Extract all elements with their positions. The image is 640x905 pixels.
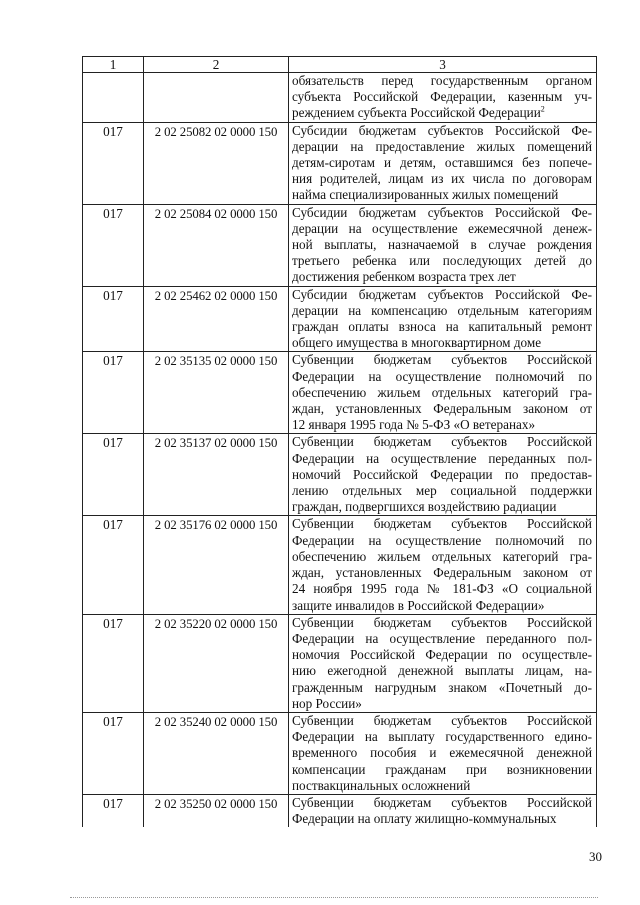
budget-code-cell: 2 02 35176 02 0000 150 [144,516,289,614]
description-line: гражденным нагрудным знаком «Почетный до- [292,679,592,695]
description-line: дерации на осуществление ежемесячной денеж- [292,220,592,236]
admin-code-cell: 017 [83,204,144,286]
budget-code-cell: 2 02 35250 02 0000 150 [144,794,289,827]
budget-code-cell: 2 02 35240 02 0000 150 [144,712,289,794]
continuation-col-2 [144,73,289,123]
description-line: Субсидии бюджетам субъектов Российской Фе- [292,204,592,220]
continuation-description [289,73,597,123]
description-line: компенсации гражданам при возникновении [292,761,592,777]
description-line: номочий Российской Федерации по предостав- [292,466,592,482]
budget-code-cell: 2 02 35137 02 0000 150 [144,434,289,516]
budget-code-cell: 2 02 35220 02 0000 150 [144,614,289,712]
admin-code-cell: 017 [83,122,144,204]
description-line: Федерации на выплату государственного едино- [292,729,592,745]
description-cell [289,516,597,614]
description-line: субъекта Российской Федерации, казенным уч- [292,89,592,105]
table-row [83,516,597,614]
description-line: Субсидии бюджетам субъектов Российской Фе- [292,122,592,138]
page-number: 30 [589,849,602,864]
admin-code-cell: 017 [83,516,144,614]
header-row [83,57,597,73]
continuation-row [83,73,597,123]
description-line: 12 января 1995 года № 5-ФЗ «О ветеранах» [292,417,536,433]
description-line: дерации на предоставление жилых помещений [292,138,592,154]
table-row [83,286,597,352]
description-cell [289,122,597,204]
budget-code-cell: 2 02 25082 02 0000 150 [144,122,289,204]
description-line: обеспечению жильем отдельных категорий гра- [292,384,592,400]
table-row [83,614,597,712]
footer-divider [70,897,598,898]
description-line: ной выплаты, назначаемой в случае рождения [292,237,592,253]
description-line: защите инвалидов в Российской Федерации» [292,597,545,613]
description-line: общего имущества в многоквартирном доме [292,335,542,351]
table-row [83,122,597,204]
description-line: ния родителей, лицам из их числа по договорам [292,171,592,187]
description-line: 24 ноября 1995 года № 181-ФЗ «О социальной [292,581,592,597]
continuation-col-1 [83,73,144,123]
admin-code-cell: 017 [83,286,144,352]
table-row [83,794,597,827]
admin-code-cell: 017 [83,434,144,516]
footnote-marker: 2 [540,105,545,115]
description-line: временного пособия и ежемесячной денежной [292,745,592,761]
description-line: граждан, подвергшихся воздействию радиации [292,499,557,515]
description-cell [289,204,597,286]
description-line: обязательств перед государственным органом [292,73,592,88]
description-line: граждан оплаты взноса на капитальный ремонт [292,319,592,335]
description-line-text: реждением субъекта Российской Федерации [292,105,541,121]
description-line: Субвенции бюджетам субъектов Российской [292,614,592,630]
table-row [83,352,597,434]
description-line: лению отдельных мер социальной поддержки [292,483,592,499]
description-line: детям-сиротам и детям, оставшимся без попече- [292,155,592,171]
description-cell [289,794,597,827]
description-line: Федерации на оплату жилищно-коммунальных [292,811,557,827]
admin-code-cell: 017 [83,352,144,434]
admin-code-cell: 017 [83,614,144,712]
description-line: Субвенции бюджетам субъектов Российской [292,352,592,368]
budget-classification-table [82,56,597,827]
description-line: Субвенции бюджетам субъектов Российской [292,434,592,450]
description-line: дерации на компенсацию отдельным категориям [292,302,592,318]
description-cell [289,614,597,712]
admin-code-cell: 017 [83,794,144,827]
table-row [83,712,597,794]
description-line: ждан, установленных Федеральным законом от [292,565,592,581]
description-line: ждан, установленных Федеральным законом от [292,401,592,417]
description-line [292,105,592,121]
description-line: нию ежегодной денежной выплаты лицам, на- [292,663,592,679]
description-line: Федерации на осуществление переданных пол- [292,450,592,466]
table-row [83,204,597,286]
description-line: третьего ребенка или последующих детей до [292,253,592,269]
header-col-3: 3 [289,57,597,73]
description-line: найма специализированных жилых помещений [292,187,559,203]
admin-code-cell: 017 [83,712,144,794]
description-line: Федерации на осуществление переданного пол- [292,630,592,646]
description-line: Федерации на осуществление полномочий по [292,368,592,384]
description-line: Субвенции бюджетам субъектов Российской [292,794,592,810]
description-line: Субвенции бюджетам субъектов Российской [292,712,592,728]
description-line: Федерации на осуществление полномочий по [292,532,592,548]
description-cell [289,434,597,516]
header-col-1: 1 [83,57,144,73]
description-line: нор России» [292,695,362,711]
budget-code-cell: 2 02 25084 02 0000 150 [144,204,289,286]
header-col-2: 2 [144,57,289,73]
description-line: номочия Российской Федерации по осуществле- [292,647,592,663]
description-line: Субсидии бюджетам субъектов Российской Фе- [292,286,592,302]
description-line: обеспечению жильем отдельных категорий гра- [292,548,592,564]
description-cell [289,712,597,794]
description-cell [289,352,597,434]
description-cell [289,286,597,352]
budget-code-cell: 2 02 35135 02 0000 150 [144,352,289,434]
budget-code-cell: 2 02 25462 02 0000 150 [144,286,289,352]
table-row [83,434,597,516]
description-line: Субвенции бюджетам субъектов Российской [292,516,592,532]
description-line: достижения ребенком возраста трех лет [292,269,516,285]
description-line: поствакцинальных осложнений [292,777,471,793]
